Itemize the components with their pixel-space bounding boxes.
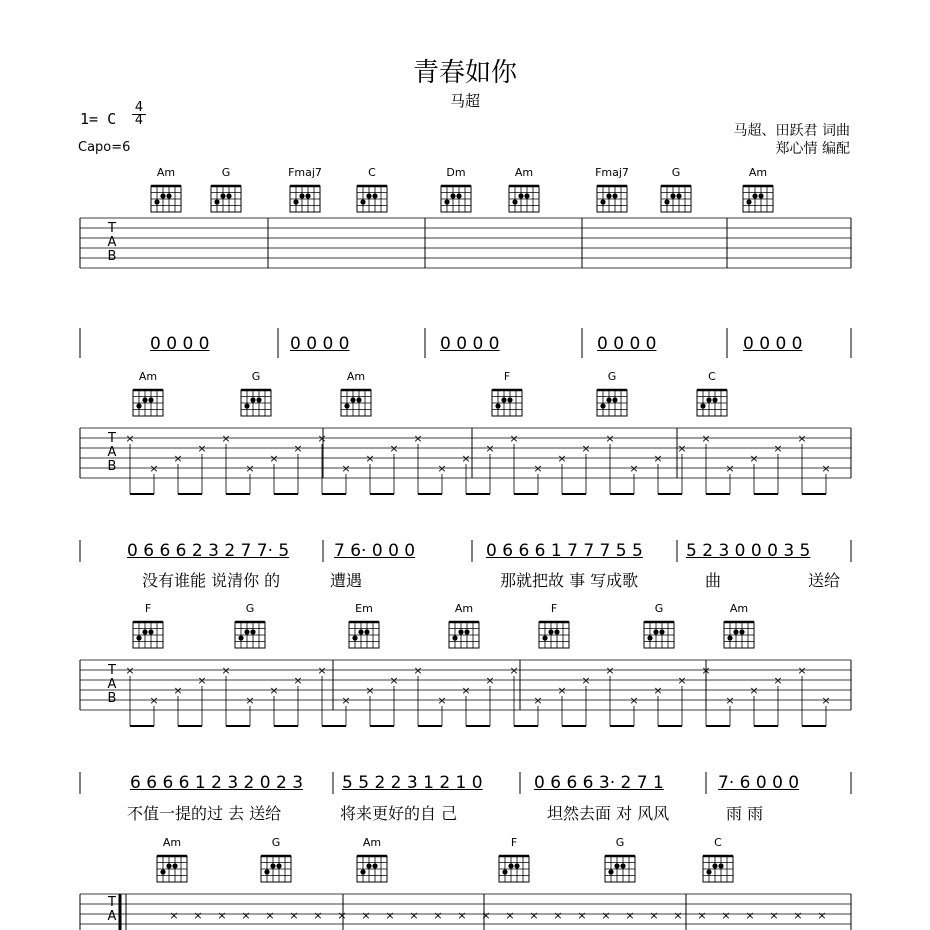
chord-name-2: Em [355, 602, 373, 615]
tab-note: × [509, 432, 519, 445]
tab-note: × [605, 664, 615, 677]
tab-note: × [653, 452, 663, 465]
chord-name-0: Am [162, 836, 182, 849]
chord-name-3: F [510, 836, 518, 849]
chord-name-8: Am [748, 166, 768, 179]
chord-dot [600, 199, 605, 204]
chord-dot [250, 397, 255, 402]
chord-dot [276, 863, 281, 868]
chord-dot [670, 193, 675, 198]
chord-name-0: Am [156, 166, 176, 179]
song-title: 青春如你 [412, 58, 517, 88]
tab-clef-t: T [108, 221, 116, 236]
chord-dot [364, 629, 369, 634]
tab-note: × [409, 909, 419, 922]
notation-bar-3: 0 0 0 0 [597, 334, 657, 354]
tab-note: × [365, 452, 375, 465]
chord-dot [614, 863, 619, 868]
chord-dot [136, 403, 141, 408]
chord-dot [360, 869, 365, 874]
tab-note: × [197, 442, 207, 455]
notation-bar-1: 5 5 2 2 3 1 2 1 0 [342, 773, 483, 793]
tab-note: × [553, 909, 563, 922]
chord-name-7: G [671, 166, 681, 179]
tab-note: × [293, 442, 303, 455]
chord-name-6: Fmaj7 [595, 166, 629, 179]
chord-name-4: G [607, 370, 617, 383]
tab-note: × [149, 694, 159, 707]
chord-dot [502, 869, 507, 874]
chord-dot [653, 629, 658, 634]
chord-dot [706, 397, 711, 402]
tab-note: × [481, 909, 491, 922]
tab-note: × [413, 432, 423, 445]
tab-note: × [365, 684, 375, 697]
tab-note: × [361, 909, 371, 922]
tab-clef-a: A [107, 445, 117, 460]
tab-note: × [193, 909, 203, 922]
chord-dot [542, 635, 547, 640]
notation-bar-4: 0 0 0 0 [743, 334, 803, 354]
chord-name-4: F [550, 602, 558, 615]
chord-dot [524, 193, 529, 198]
chord-name-1: G [251, 370, 261, 383]
chord-dot [360, 199, 365, 204]
key-signature: 1= C [80, 110, 117, 128]
tab-note: × [221, 664, 231, 677]
chord-dot [659, 629, 664, 634]
chord-dot [166, 863, 171, 868]
chord-dot [758, 193, 763, 198]
tab-note: × [581, 442, 591, 455]
chord-dot [244, 403, 249, 408]
lyric-segment-0: 没有谁能 说清你 的 [142, 571, 281, 590]
tab-note: × [125, 664, 135, 677]
chord-dot [366, 193, 371, 198]
arranger-credit: 郑心情 编配 [775, 141, 850, 157]
lyric-segment-2: 坦然去面 对 风风 [547, 804, 670, 823]
chord-dot [450, 193, 455, 198]
tab-clef-b: B [107, 249, 117, 264]
lyric-segment-1: 将来更好的自 己 [340, 804, 458, 823]
chord-dot [148, 629, 153, 634]
chord-dot [264, 869, 269, 874]
chord-dot [344, 403, 349, 408]
tab-note: × [169, 909, 179, 922]
tab-clef-b: B [107, 459, 117, 474]
tab-note: × [317, 664, 327, 677]
tab-note: × [485, 674, 495, 687]
tab-note: × [461, 452, 471, 465]
tab-note: × [173, 684, 183, 697]
chord-dot [606, 193, 611, 198]
chord-name-1: G [221, 166, 231, 179]
tab-note: × [557, 684, 567, 697]
tab-clef-b: B [107, 691, 117, 706]
notation-bar-0: 0 6 6 6 2 3 2 7 7· 5 [127, 541, 290, 561]
tab-note: × [821, 694, 831, 707]
tab-note: × [605, 432, 615, 445]
chord-dot [739, 629, 744, 634]
chord-name-3: C [368, 166, 376, 179]
tab-note: × [797, 432, 807, 445]
chord-name-2: Fmaj7 [288, 166, 322, 179]
tab-note: × [265, 909, 275, 922]
chord-dot [305, 193, 310, 198]
chord-dot [214, 199, 219, 204]
tab-note: × [293, 674, 303, 687]
chord-dot [554, 629, 559, 634]
notation-bar-3: 5 2 3 0 0 0 3 5 [686, 541, 811, 561]
tab-note: × [337, 909, 347, 922]
tab-note: × [437, 694, 447, 707]
tab-note: × [745, 909, 755, 922]
lyric-segment-0: 不值一提的过 去 送给 [127, 804, 282, 823]
chord-dot [372, 193, 377, 198]
tab-note: × [629, 462, 639, 475]
chord-name-4: G [615, 836, 625, 849]
chord-dot [718, 863, 723, 868]
chord-dot [452, 635, 457, 640]
tab-note: × [389, 442, 399, 455]
chord-dot [148, 397, 153, 402]
chord-name-6: Am [729, 602, 749, 615]
lyric-segment-1: 遭遇 [330, 571, 363, 590]
tab-clef-t: T [108, 663, 116, 678]
chord-name-2: Am [362, 836, 382, 849]
chord-name-5: Am [514, 166, 534, 179]
tab-note: × [433, 909, 443, 922]
chord-dot [238, 635, 243, 640]
chord-dot [600, 403, 605, 408]
tab-clef-t: T [108, 431, 116, 446]
tab-note: × [625, 909, 635, 922]
tab-note: × [457, 909, 467, 922]
chord-dot [612, 193, 617, 198]
chord-dot [444, 199, 449, 204]
chord-dot [712, 863, 717, 868]
tab-note: × [173, 452, 183, 465]
tab-note: × [341, 462, 351, 475]
chord-dot [350, 397, 355, 402]
chord-name-0: F [144, 602, 152, 615]
chord-name-5: C [714, 836, 722, 849]
time-sig-bottom: 4 [132, 114, 146, 127]
chord-dot [220, 193, 225, 198]
chord-name-0: Am [138, 370, 158, 383]
tab-note: × [413, 664, 423, 677]
chord-dot [746, 199, 751, 204]
tab-note: × [797, 664, 807, 677]
tab-note: × [817, 909, 827, 922]
tab-note: × [289, 909, 299, 922]
tab-note: × [581, 674, 591, 687]
chord-dot [514, 863, 519, 868]
tab-note: × [217, 909, 227, 922]
chord-dot [160, 193, 165, 198]
tab-note: × [245, 462, 255, 475]
tab-note: × [773, 442, 783, 455]
tab-note: × [505, 909, 515, 922]
tab-note: × [149, 462, 159, 475]
time-sig-top: 4 [134, 100, 144, 115]
chord-dot [293, 199, 298, 204]
tab-note: × [649, 909, 659, 922]
tab-clef-a: A [107, 909, 117, 924]
tab-clef-a: A [107, 235, 117, 250]
tab-note: × [485, 442, 495, 455]
chord-dot [612, 397, 617, 402]
tab-note: × [677, 674, 687, 687]
chord-dot [172, 863, 177, 868]
tab-note: × [437, 462, 447, 475]
tab-note: × [269, 452, 279, 465]
tab-note: × [341, 694, 351, 707]
chord-dot [160, 869, 165, 874]
chord-dot [700, 403, 705, 408]
tab-note: × [725, 694, 735, 707]
tab-note: × [769, 909, 779, 922]
chord-dot [647, 635, 652, 640]
tab-note: × [821, 462, 831, 475]
tab-note: × [529, 909, 539, 922]
tab-note: × [773, 674, 783, 687]
tab-note: × [533, 694, 543, 707]
chord-dot [676, 193, 681, 198]
tab-note: × [749, 452, 759, 465]
tab-note: × [317, 432, 327, 445]
tab-note: × [385, 909, 395, 922]
lyrics-composer-credit: 马超、田跃君 词曲 [733, 123, 850, 139]
chord-dot [142, 629, 147, 634]
chord-name-3: F [503, 370, 511, 383]
chord-dot [458, 629, 463, 634]
notation-bar-2: 0 0 0 0 [440, 334, 500, 354]
chord-name-5: C [708, 370, 716, 383]
lyric-segment-3: 雨 雨 [726, 804, 764, 823]
notation-bar-1: 0 0 0 0 [290, 334, 350, 354]
tab-note: × [653, 684, 663, 697]
tab-note: × [677, 442, 687, 455]
chord-dot [464, 629, 469, 634]
chord-dot [270, 863, 275, 868]
tab-note: × [701, 432, 711, 445]
chord-dot [372, 863, 377, 868]
tab-clef-a: A [107, 677, 117, 692]
chord-dot [250, 629, 255, 634]
chord-name-5: G [654, 602, 664, 615]
chord-dot [495, 403, 500, 408]
chord-dot [244, 629, 249, 634]
notation-bar-2: 0 6 6 6 3· 2 7 1 [534, 773, 664, 793]
chord-dot [706, 869, 711, 874]
tab-note: × [389, 674, 399, 687]
chord-dot [727, 635, 732, 640]
chord-dot [352, 635, 357, 640]
chord-dot [508, 863, 513, 868]
chord-dot [154, 199, 159, 204]
chord-dot [548, 629, 553, 634]
notation-bar-0: 6 6 6 6 1 2 3 2 0 2 3 [130, 773, 304, 793]
tab-note: × [701, 664, 711, 677]
lyric-segment-3: 曲 [705, 571, 722, 590]
notation-bar-2: 0 6 6 6 1 7 7 7 5 5 [486, 541, 643, 561]
chord-dot [142, 397, 147, 402]
lyric-segment-2: 那就把故 事 写成歌 [500, 571, 639, 590]
tab-note: × [629, 694, 639, 707]
tab-note: × [313, 909, 323, 922]
tab-note: × [793, 909, 803, 922]
tab-note: × [557, 452, 567, 465]
chord-dot [166, 193, 171, 198]
chord-dot [256, 397, 261, 402]
notation-bar-0: 0 0 0 0 [150, 334, 210, 354]
chord-dot [606, 397, 611, 402]
chord-dot [664, 199, 669, 204]
chord-name-4: Dm [446, 166, 466, 179]
chord-dot [136, 635, 141, 640]
chord-dot [518, 193, 523, 198]
tab-note: × [721, 909, 731, 922]
capo-text: Capo=6 [78, 140, 131, 155]
chord-dot [299, 193, 304, 198]
tab-clef-t: T [108, 895, 116, 910]
tab-note: × [461, 684, 471, 697]
notation-bar-3: 7· 6 0 0 0 [718, 773, 800, 793]
chord-dot [620, 863, 625, 868]
tab-note: × [241, 909, 251, 922]
chord-dot [507, 397, 512, 402]
tab-note: × [125, 432, 135, 445]
chord-dot [608, 869, 613, 874]
tab-note: × [577, 909, 587, 922]
chord-name-1: G [245, 602, 255, 615]
lyric-segment-4: 送给 [808, 571, 841, 590]
chord-dot [733, 629, 738, 634]
tab-note: × [197, 674, 207, 687]
chord-dot [456, 193, 461, 198]
chord-dot [356, 397, 361, 402]
tab-note: × [725, 462, 735, 475]
chord-name-3: Am [454, 602, 474, 615]
tab-note: × [749, 684, 759, 697]
notation-bar-1: 7 6· 0 0 0 [334, 541, 416, 561]
tab-note: × [697, 909, 707, 922]
chord-name-2: Am [346, 370, 366, 383]
tab-note: × [269, 684, 279, 697]
chord-dot [512, 199, 517, 204]
chord-dot [358, 629, 363, 634]
chord-dot [226, 193, 231, 198]
singer-name: 马超 [449, 92, 480, 110]
tab-note: × [533, 462, 543, 475]
chord-dot [712, 397, 717, 402]
tab-note: × [673, 909, 683, 922]
chord-dot [752, 193, 757, 198]
tab-note: × [601, 909, 611, 922]
chord-name-1: G [271, 836, 281, 849]
tab-note: × [509, 664, 519, 677]
tab-note: × [245, 694, 255, 707]
chord-dot [501, 397, 506, 402]
tab-note: × [221, 432, 231, 445]
chord-dot [366, 863, 371, 868]
